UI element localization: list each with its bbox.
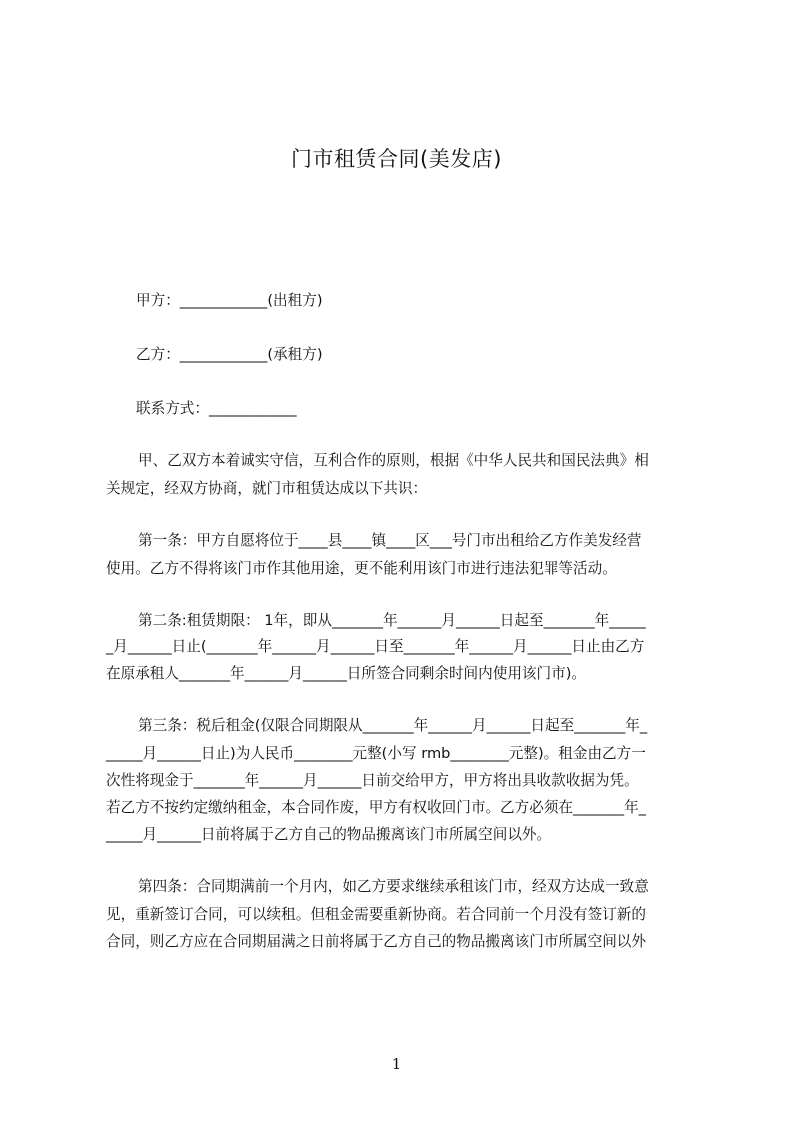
page-number: 1 xyxy=(391,1055,402,1073)
article3-line-3: 次性将现金于_______年______月______日前交给甲方，甲方将出具收款收据为凭。 xyxy=(106,772,639,789)
article2-line-3: 在原承租人_______年______月______日所签合同剩余时间内使用该门市)。 xyxy=(106,665,586,682)
article4-line-2: 见，重新签订合同，可以续租。但租金需要重新协商。若合同前一个月没有签订新的 xyxy=(106,906,646,923)
article2-line-1: 第二条:租赁期限： 1年，即从_______年______月______日起至_______年_____ xyxy=(138,612,646,629)
article3-line-5: _____月______日前将属于乙方自己的物品搬离该门市所属空间以外。 xyxy=(106,826,552,843)
intro-line-1: 甲、乙双方本着诚实守信，互利合作的原则，根据《中华人民共和国民法典》相 xyxy=(138,452,649,469)
article4-line-3: 合同，则乙方应在合同期届满之日前将属于乙方自己的物品搬离该门市所属空间以外 xyxy=(106,933,646,950)
document-title: 门市租赁合同(美发店) xyxy=(291,147,502,171)
article4-line-1: 第四条：合同期满前一个月内，如乙方要求继续承租该门市，经双方达成一致意 xyxy=(138,878,649,895)
party-a-line: 甲方：____________(出租方) xyxy=(136,292,323,309)
contact-line: 联系方式：____________ xyxy=(136,400,297,417)
article2-line-2: _月______日止(_______年______月______日至_______年______月______日止由乙方 xyxy=(106,638,645,655)
party-b-line: 乙方：____________(承租方) xyxy=(136,346,323,363)
article1-line-2: 使用。乙方不得将该门市作其他用途，更不能利用该门市进行违法犯罪等活动。 xyxy=(106,560,617,577)
intro-line-2: 关规定，经双方协商，就门市租赁达成以下共识： xyxy=(106,480,428,497)
article3-line-2: _____月______日止)为人民币________元整(小写 rmb________元整)。租金由乙方一 xyxy=(106,745,646,762)
article3-line-4: 若乙方不按约定缴纳租金，本合同作废，甲方有权收回门市。乙方必须在_______年_ xyxy=(106,799,646,816)
article3-line-1: 第三条：税后租金(仅限合同期限从_______年______月______日起至_______年_ xyxy=(138,717,648,734)
article1-line-1: 第一条：甲方自愿将位于____县____镇____区___号门市出租给乙方作美发经营 xyxy=(138,532,642,549)
